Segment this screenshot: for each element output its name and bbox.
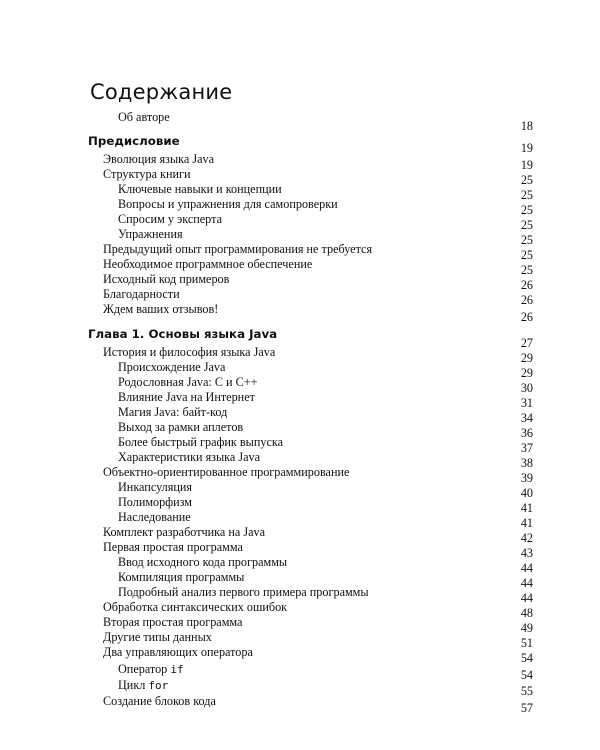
toc-entry[interactable] <box>0 390 600 410</box>
toc-entry[interactable] <box>0 360 600 380</box>
toc-entry[interactable] <box>0 570 600 590</box>
toc-entry-label: Предыдущий опыт программирования не требуется <box>103 242 373 256</box>
toc-entry-label: Более быстрый график выпуска <box>118 435 284 449</box>
toc-entry-page: 34 <box>520 411 533 425</box>
toc-entry[interactable] <box>0 630 600 650</box>
toc-entry[interactable] <box>0 495 600 515</box>
toc-entry-label: Комплект разработчика на Java <box>103 525 266 539</box>
toc-entry[interactable] <box>0 694 600 715</box>
toc-entry-label: Ждем ваших отзывов! <box>103 302 219 316</box>
toc-entry-label <box>118 662 184 677</box>
toc-entry-page: 29 <box>520 351 533 365</box>
toc-entry-page: 43 <box>520 546 533 560</box>
toc-entry[interactable] <box>0 212 600 232</box>
toc-entry[interactable] <box>0 152 600 172</box>
code-keyword-if: if <box>170 663 184 676</box>
toc-entry[interactable] <box>0 540 600 560</box>
toc-entry[interactable] <box>0 435 600 455</box>
toc-entry[interactable] <box>0 615 600 635</box>
toc-entry-page: 49 <box>520 621 533 635</box>
toc-entry[interactable] <box>0 420 600 440</box>
toc-entry-label: Инкапсуляция <box>118 480 192 494</box>
toc-entry-label: Родословная Java: C и C++ <box>118 375 258 389</box>
toc-entry[interactable] <box>0 555 600 575</box>
toc-entry-label: Магия Java: байт-код <box>118 405 228 419</box>
toc-entry-page: 18 <box>520 119 533 133</box>
toc-entry[interactable] <box>0 167 600 187</box>
toc-entry[interactable] <box>0 242 600 262</box>
toc-entry-page: 40 <box>520 486 533 500</box>
toc-entry-label: Спросим у эксперта <box>118 212 222 226</box>
toc-entry-page: 42 <box>520 531 533 545</box>
toc-section-heading[interactable] <box>0 134 600 155</box>
toc-entry[interactable] <box>0 287 600 307</box>
toc-entry-page: 55 <box>520 684 533 698</box>
toc-entry-label: Предисловие <box>88 134 180 148</box>
toc-entry-page: 25 <box>520 188 533 202</box>
toc-entry-page: 25 <box>520 233 533 247</box>
toc-entry[interactable] <box>0 525 600 545</box>
toc-entry-label: Вопросы и упражнения для самопроверки <box>118 197 338 211</box>
toc-entry-page: 25 <box>520 173 533 187</box>
toc-entry-label: Объектно-ориентированное программирование <box>103 465 350 479</box>
toc-entry-label: Характеристики языка Java <box>118 450 261 464</box>
toc-entry-page: 54 <box>520 668 533 682</box>
toc-entry-page: 44 <box>520 591 533 605</box>
toc-entry[interactable] <box>0 302 600 324</box>
toc-entry-page: 44 <box>520 576 533 590</box>
toc-entry-label: Влияние Java на Интернет <box>118 390 255 404</box>
toc-entry-page: 25 <box>520 263 533 277</box>
toc-entry-page: 26 <box>520 278 533 292</box>
toc-entry-page: 38 <box>520 456 533 470</box>
toc-entry[interactable] <box>0 227 600 247</box>
page-title: Содержание <box>90 80 233 105</box>
toc-entry-label: Первая простая программа <box>103 540 243 554</box>
toc-entry-page: 25 <box>520 203 533 217</box>
toc-entry[interactable] <box>0 585 600 605</box>
toc-entry-page: 39 <box>520 471 533 485</box>
toc-entry-label: Полиморфизм <box>118 495 193 509</box>
toc-entry-label-text: Оператор <box>118 662 168 676</box>
toc-entry[interactable] <box>0 678 600 698</box>
toc-entry[interactable] <box>0 510 600 530</box>
toc-entry-label: Глава 1. Основы языка Java <box>88 327 278 341</box>
toc-entry-page: 27 <box>520 336 533 350</box>
toc-chapter-heading[interactable] <box>0 327 600 350</box>
toc-entry-page: 26 <box>520 310 533 324</box>
toc-entry[interactable] <box>0 465 600 485</box>
toc-entry-page: 51 <box>520 636 533 650</box>
toc-entry-label: Наследование <box>118 510 191 524</box>
toc-entry-page: 19 <box>520 141 533 155</box>
toc-entry-label: Структура книги <box>103 167 191 181</box>
toc-entry-label: Создание блоков кода <box>103 694 216 708</box>
toc-entry-page: 19 <box>520 158 533 172</box>
toc-entry[interactable] <box>0 662 600 682</box>
toc-entry-page: 26 <box>520 293 533 307</box>
toc-entry-page: 41 <box>520 501 533 515</box>
toc-entry-label: История и философия языка Java <box>103 345 276 359</box>
toc-entry[interactable] <box>0 600 600 620</box>
toc-entry[interactable] <box>0 110 600 133</box>
toc-entry-page: 37 <box>520 441 533 455</box>
toc-entry-label: Выход за рамки аплетов <box>118 420 244 434</box>
toc-entry-page: 29 <box>520 366 533 380</box>
toc-entry-page: 36 <box>520 426 533 440</box>
toc-entry[interactable] <box>0 450 600 470</box>
toc-entry[interactable] <box>0 480 600 500</box>
toc-entry[interactable] <box>0 405 600 425</box>
toc-entry-label: Происхождение Java <box>118 360 226 374</box>
toc-entry-page: 48 <box>520 606 533 620</box>
toc-entry-label: Ввод исходного кода программы <box>118 555 288 569</box>
toc-entry-label-text: Цикл <box>118 678 146 692</box>
toc-entry[interactable] <box>0 375 600 395</box>
toc-entry-page: 25 <box>520 218 533 232</box>
toc-entry-page: 44 <box>520 561 533 575</box>
toc-entry-label: Благодарности <box>103 287 180 301</box>
toc-entry-label: Подробный анализ первого примера программы <box>118 585 369 599</box>
toc-entry-label: Эволюция языка Java <box>103 152 214 166</box>
toc-entry-page: 54 <box>520 651 533 665</box>
toc-entry[interactable] <box>0 272 600 292</box>
toc-entry-label: Ключевые навыки и концепции <box>118 182 282 196</box>
toc-entry-page: 41 <box>520 516 533 530</box>
toc-entry[interactable] <box>0 257 600 277</box>
toc-entry-page: 31 <box>520 396 533 410</box>
toc-entry[interactable] <box>0 182 600 202</box>
toc-entry-label: Другие типы данных <box>103 630 212 644</box>
toc-entry-page: 30 <box>520 381 533 395</box>
toc-entry[interactable] <box>0 645 600 665</box>
toc-entry-label: Компиляция программы <box>118 570 245 584</box>
toc-entry-page: 25 <box>520 248 533 262</box>
toc-entry[interactable] <box>0 197 600 217</box>
toc-entry-label: Необходимое программное обеспечение <box>103 257 313 271</box>
toc-entry-page: 57 <box>520 701 533 715</box>
toc-entry-label: Исходный код примеров <box>103 272 230 286</box>
toc-entry-label: Обработка синтаксических ошибок <box>103 600 288 614</box>
toc-entry-label: Упражнения <box>118 227 183 241</box>
toc-entry[interactable] <box>0 345 600 365</box>
code-keyword-for: for <box>148 679 169 692</box>
toc-entry-label: Вторая простая программа <box>103 615 243 629</box>
toc-entry-label: Об авторе <box>118 110 170 124</box>
toc-entry-label: Два управляющих оператора <box>103 645 253 659</box>
toc-entry-label <box>118 678 168 693</box>
